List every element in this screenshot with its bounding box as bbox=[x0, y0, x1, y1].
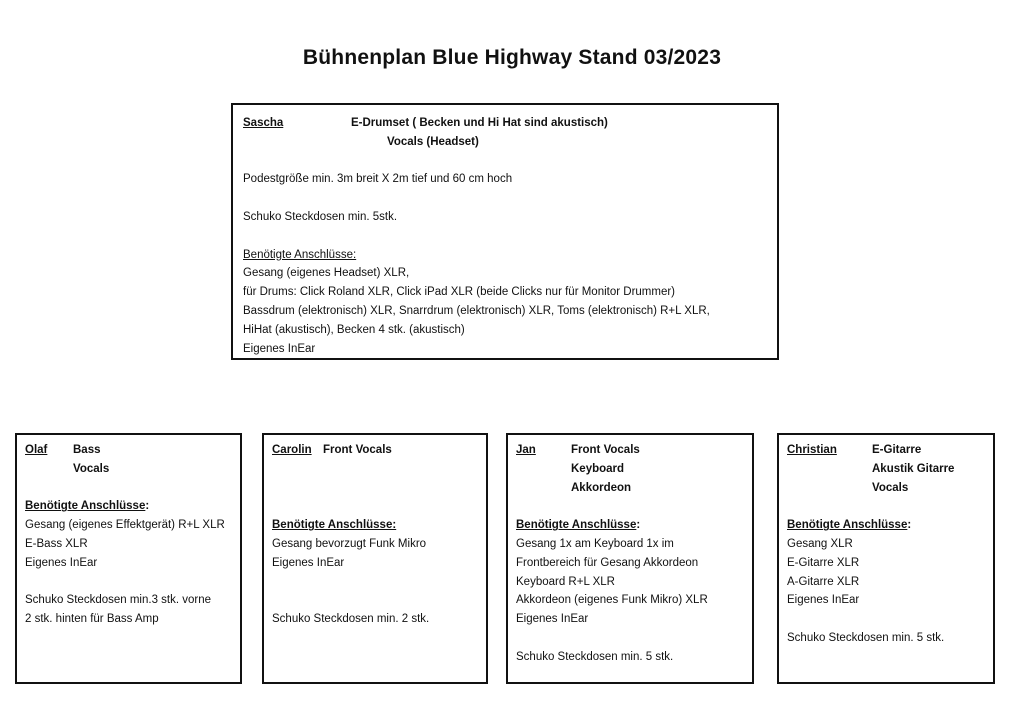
connection-item: Eigenes InEar bbox=[516, 613, 589, 626]
connection-item: Gesang 1x am Keyboard 1x im bbox=[516, 537, 674, 550]
connection-item: Frontbereich für Gesang Akkordeon bbox=[516, 556, 699, 569]
connections-heading: Benötigte Anschlüsse: bbox=[272, 519, 397, 532]
schuko-requirement: Schuko Steckdosen min. 5 stk. bbox=[516, 650, 674, 663]
musician-box-jan bbox=[506, 433, 754, 684]
connections-heading-colon: : bbox=[636, 519, 641, 532]
musician-role: E-Gitarre bbox=[872, 444, 922, 456]
connection-item: E-Bass XLR bbox=[25, 537, 88, 550]
musician-box-carolin bbox=[262, 433, 488, 684]
musician-name: Sascha bbox=[243, 117, 284, 129]
schuko-requirement: Schuko Steckdosen min. 5stk. bbox=[243, 210, 398, 223]
podest-size: Podestgröße min. 3m breit X 2m tief und 60 cm hoch bbox=[243, 173, 513, 186]
connection-item: HiHat (akustisch), Becken 4 stk. (akustisch) bbox=[243, 323, 465, 336]
connection-item: A-Gitarre XLR bbox=[787, 575, 860, 588]
connection-item: E-Gitarre XLR bbox=[787, 556, 860, 569]
schuko-requirement: Schuko Steckdosen min. 2 stk. bbox=[272, 613, 430, 626]
connection-item: Eigenes InEar bbox=[787, 594, 860, 607]
musician-name: Christian bbox=[787, 444, 837, 456]
page-title: Bühnenplan Blue Highway Stand 03/2023 bbox=[302, 46, 722, 69]
connection-item: Eigenes InEar bbox=[243, 342, 316, 355]
musician-role: Vocals (Headset) bbox=[387, 135, 479, 148]
schuko-requirement: Schuko Steckdosen min.3 stk. vorne bbox=[25, 594, 212, 607]
musician-name: Olaf bbox=[25, 444, 48, 456]
musician-role: Keyboard bbox=[571, 462, 625, 475]
connection-item: Gesang XLR bbox=[787, 537, 853, 550]
connections-heading: Benötigte Anschlüsse: bbox=[243, 248, 357, 261]
connections-heading: Benötigte Anschlüsse bbox=[787, 519, 908, 532]
musician-role: Vocals bbox=[73, 462, 110, 475]
connection-item: Keyboard R+L XLR bbox=[516, 575, 615, 588]
musician-role: Front Vocals bbox=[323, 444, 392, 456]
connection-item: Gesang (eigenes Effektgerät) R+L XLR bbox=[25, 519, 225, 532]
connections-heading: Benötigte Anschlüsse bbox=[516, 519, 637, 532]
musician-box-sascha bbox=[231, 103, 779, 360]
connections-heading-colon: : bbox=[145, 500, 150, 513]
connection-item: Akkordeon (eigenes Funk Mikro) XLR bbox=[516, 594, 708, 607]
musician-name: Carolin bbox=[272, 444, 312, 456]
schuko-requirement: 2 stk. hinten für Bass Amp bbox=[25, 613, 159, 626]
connections-heading: Benötigte Anschlüsse bbox=[25, 500, 146, 513]
schuko-requirement: Schuko Steckdosen min. 5 stk. bbox=[787, 631, 945, 644]
musician-name: Jan bbox=[516, 444, 536, 456]
musician-role: Akkordeon bbox=[571, 481, 632, 494]
connection-item: Bassdrum (elektronisch) XLR, Snarrdrum (elektronisch) XLR, Toms (elektronisch) R+L XLR, bbox=[243, 304, 710, 317]
connection-item: Eigenes InEar bbox=[25, 556, 98, 569]
musician-role: Front Vocals bbox=[571, 444, 640, 456]
musician-role: E-Drumset ( Becken und Hi Hat sind akustisch) bbox=[351, 117, 608, 129]
connection-item: Eigenes InEar bbox=[272, 556, 345, 569]
musician-box-olaf bbox=[15, 433, 242, 684]
connection-item: für Drums: Click Roland XLR, Click iPad XLR (beide Clicks nur für Monitor Drummer) bbox=[243, 286, 676, 299]
musician-role: Vocals bbox=[872, 481, 909, 494]
musician-role: Akustik Gitarre bbox=[872, 462, 955, 475]
connection-item: Gesang bevorzugt Funk Mikro bbox=[272, 537, 427, 550]
connections-heading-colon: : bbox=[907, 519, 912, 532]
musician-box-christian bbox=[777, 433, 995, 684]
musician-role: Bass bbox=[73, 444, 101, 456]
connection-item: Gesang (eigenes Headset) XLR, bbox=[243, 267, 410, 280]
